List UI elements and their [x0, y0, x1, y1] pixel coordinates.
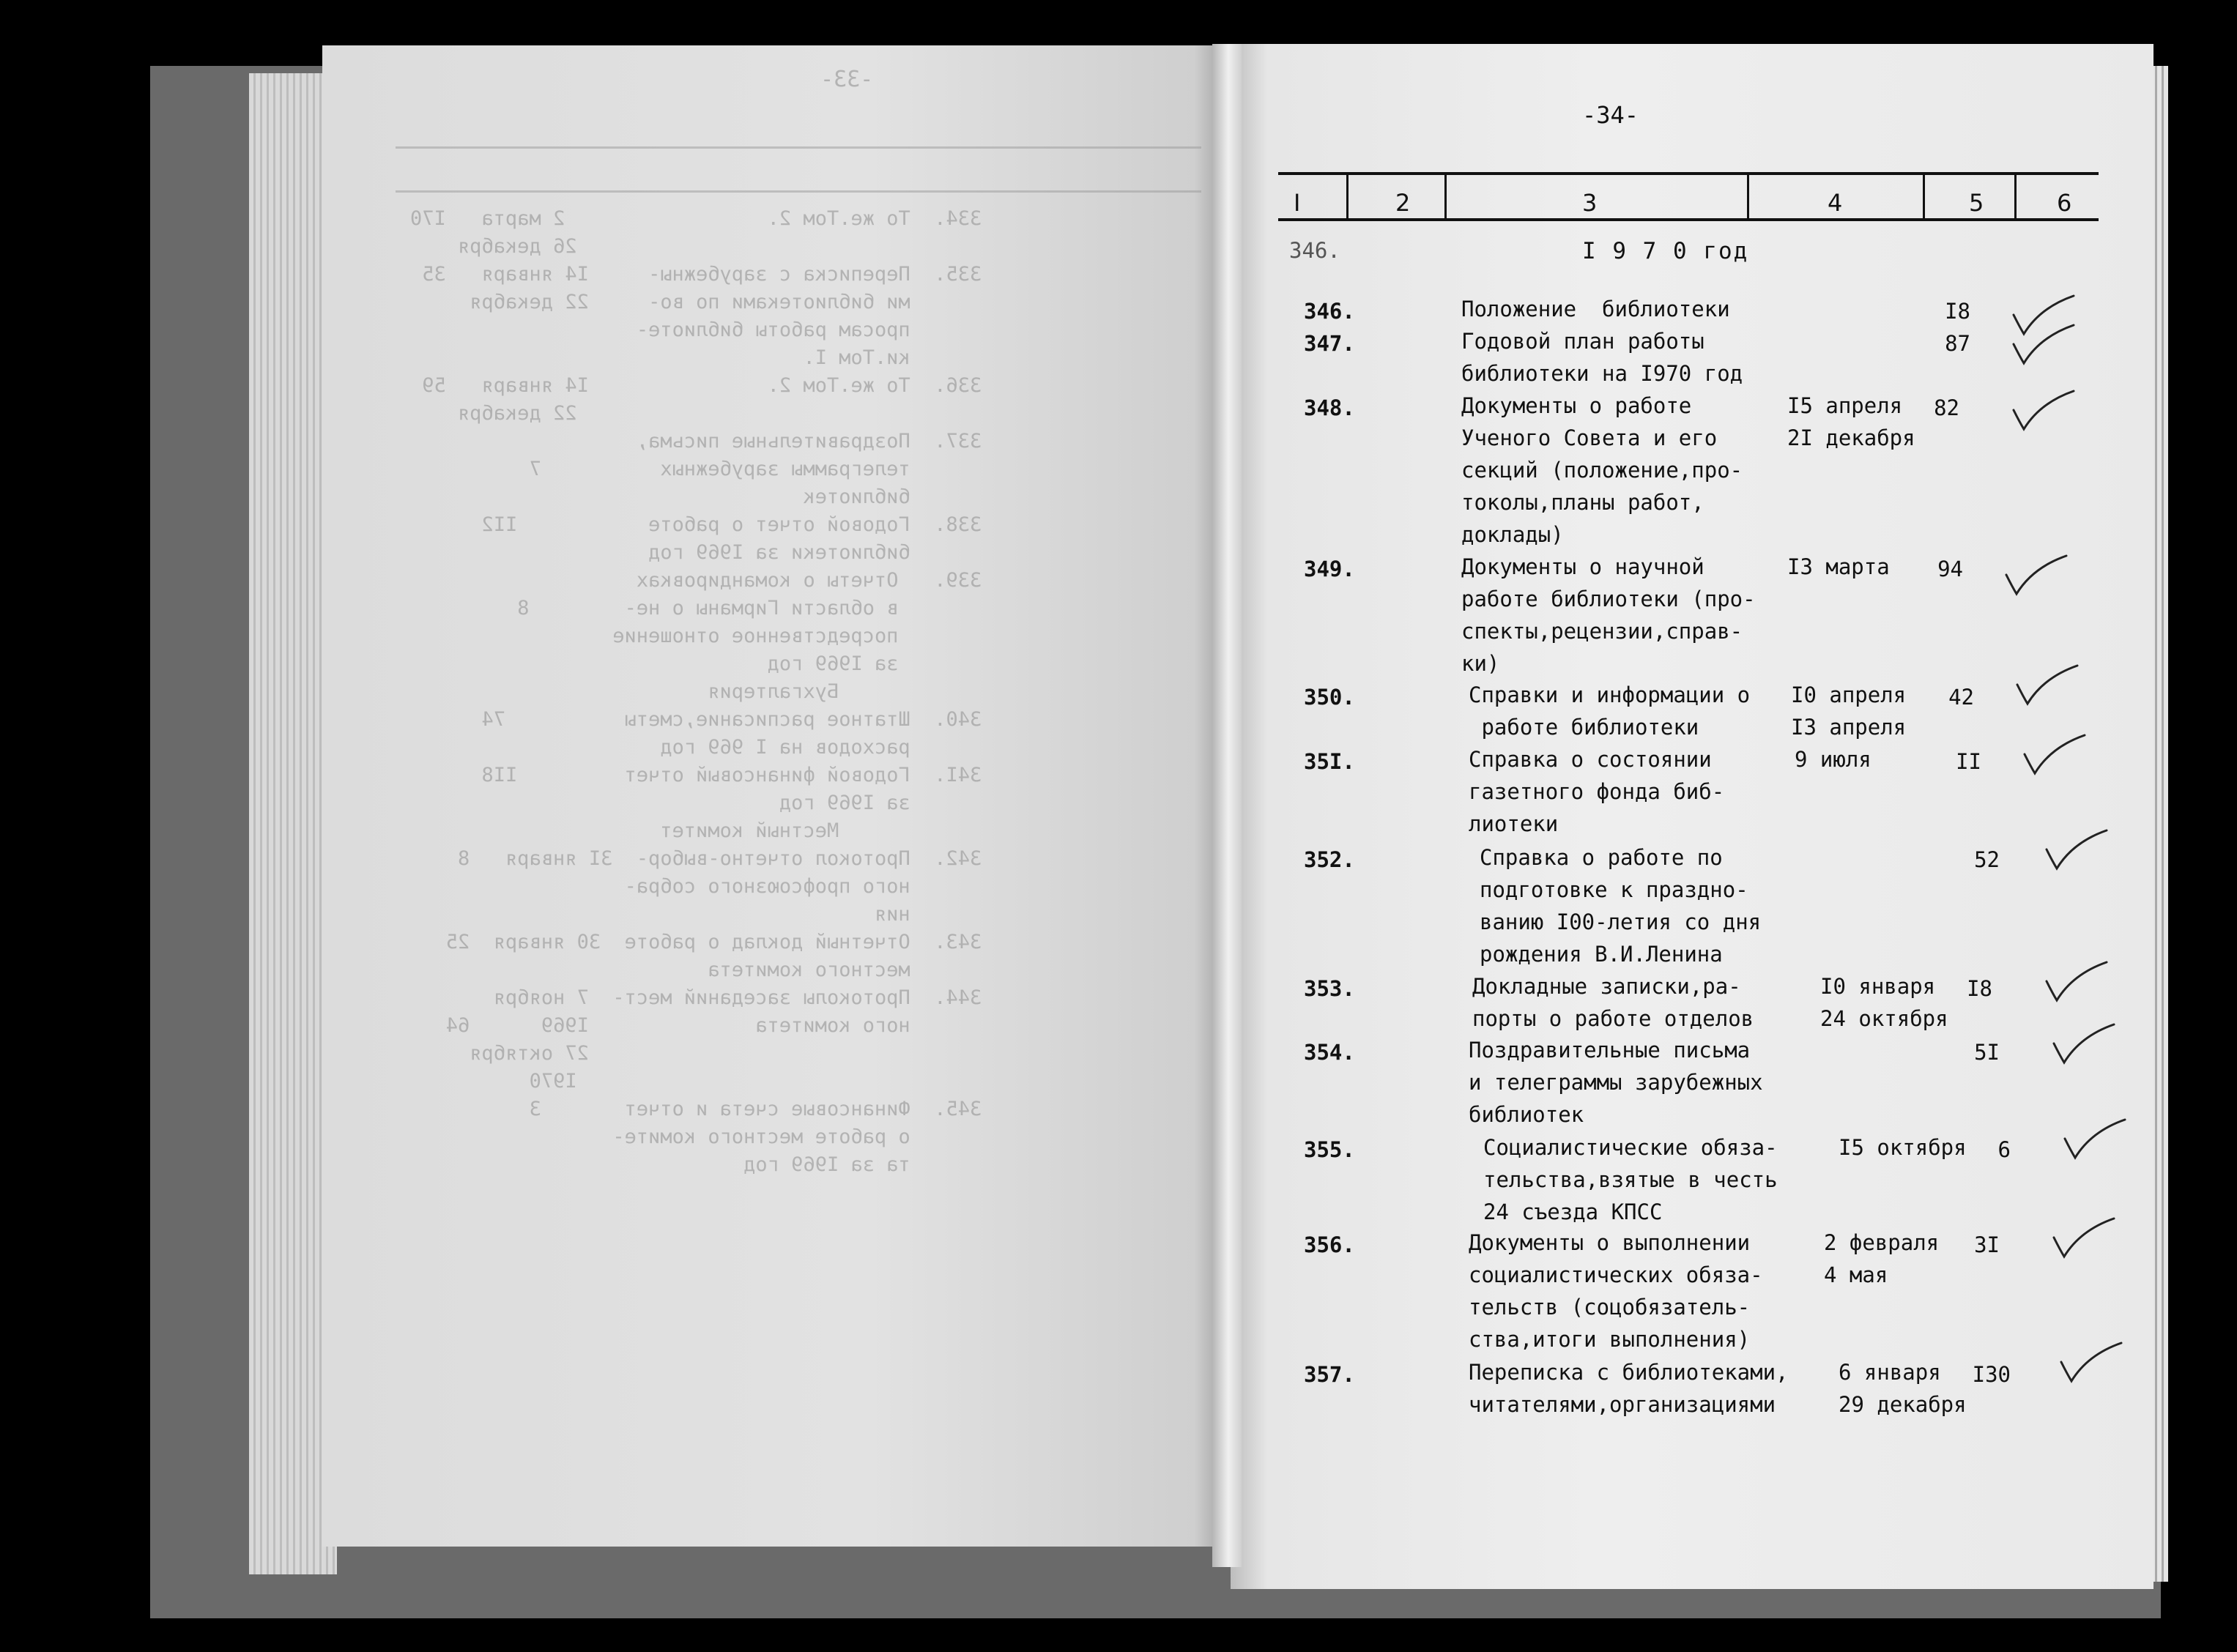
row-date: I0 января 24 октября	[1820, 974, 1948, 1031]
row-number: 346.	[1304, 299, 1355, 324]
row-date: 9 июля	[1795, 747, 1871, 772]
left-page-line: за I969 год	[767, 652, 982, 675]
column-header: 6	[2057, 189, 2072, 217]
table-top-rule	[1278, 172, 2099, 175]
row-sheet-count: 6	[1997, 1137, 2011, 1162]
row-number: 349.	[1304, 557, 1355, 581]
row-sheet-count: I30	[1972, 1362, 2011, 1387]
table-col-divider	[1747, 172, 1749, 220]
check-mark-icon	[2014, 663, 2080, 710]
column-header: 2	[1395, 189, 1411, 217]
row-date: I0 апреля I3 апреля	[1791, 682, 1907, 740]
left-page-line: 342. Протокол отчетно-выбор- 3I января 8	[458, 847, 982, 870]
left-page-line: 27 октября	[470, 1042, 982, 1065]
left-page-line: 336. То же.Том 2. I4 января 59	[422, 374, 982, 397]
left-page-line: 335. Переписка с зарубежны- I4 января 35	[422, 263, 982, 286]
check-mark-icon	[2062, 1117, 2128, 1164]
left-page-line: 344. Протоколы заседаний мест- 7 ноября	[493, 986, 982, 1009]
row-title: Справки и информации о работе библиотеки	[1469, 682, 1751, 740]
section-year-heading: I 9 7 0 год	[1582, 238, 1749, 264]
check-mark-icon	[2003, 553, 2069, 600]
row-title: Документы о работе Ученого Совета и его секций (положение,про- токолы,планы работ, доклады)	[1461, 393, 1743, 547]
left-page-line: Бухгалтерия	[708, 680, 982, 703]
left-page-line: библиотек	[803, 485, 982, 508]
row-sheet-count: 5I	[1974, 1040, 2000, 1065]
left-page-line: посредственное отношение	[612, 625, 982, 647]
row-title: Положение библиотеки	[1461, 297, 1730, 321]
table-col-divider	[1923, 172, 1925, 220]
row-sheet-count: II	[1956, 749, 1981, 774]
row-sheet-count: 87	[1945, 331, 1970, 356]
left-table-header-rule	[396, 190, 1201, 193]
check-mark-icon	[2051, 1022, 2117, 1068]
section-number: 346.	[1289, 238, 1340, 263]
check-mark-icon	[2011, 322, 2077, 369]
row-title: Документы о научной работе библиотеки (про- спекты,рецензии,справ- ки)	[1461, 554, 1756, 676]
left-page-line: 34I. Годовой финансовый отчет II8	[481, 764, 982, 786]
row-sheet-count: 82	[1934, 395, 1959, 420]
row-sheet-count: I8	[1967, 976, 1992, 1001]
row-title: Справка о состоянии газетного фонда биб- лиотеки	[1469, 747, 1725, 836]
left-page-line: 343. Отчетный доклад о работе 30 января 25	[445, 931, 982, 953]
left-page-line: ного профсоюзного собра-	[624, 875, 982, 898]
row-sheet-count: 3I	[1974, 1232, 2000, 1257]
left-page-line: 26 декабря	[458, 235, 982, 258]
left-page-line: 345. Финансовые счета и отчет 3	[529, 1098, 982, 1120]
row-date: 6 января 29 декабря	[1839, 1360, 1967, 1417]
row-title: Справка о работе по подготовке к праздно- ванию I00-летия со дня рождения В.И.Ленина	[1480, 845, 1762, 967]
check-mark-icon	[2058, 1340, 2124, 1387]
row-title: Переписка с библиотеками, читателями,организациями	[1469, 1360, 1789, 1417]
left-page-line: 339. Отчеты о командировках	[636, 569, 982, 592]
column-header: 4	[1828, 189, 1843, 217]
left-table-top-rule	[396, 146, 1201, 149]
left-page-line: расходов на I 969 год	[660, 736, 982, 759]
left-page-line: ного комитета I969 64	[445, 1014, 982, 1037]
row-number: 348.	[1304, 395, 1355, 420]
row-number: 347.	[1304, 331, 1355, 356]
column-header: I	[1294, 189, 1301, 217]
row-number: 353.	[1304, 976, 1355, 1001]
row-date: 2 февраля 4 мая	[1824, 1230, 1940, 1287]
check-mark-icon	[2011, 388, 2077, 435]
row-title: Годовой план работы библиотеки на I970 год	[1461, 329, 1743, 386]
left-page-line: Местный комитет	[660, 819, 982, 842]
table-col-divider	[1444, 172, 1447, 220]
check-mark-icon	[2022, 732, 2088, 779]
column-header: 3	[1582, 189, 1598, 217]
left-page-line: местного комитета	[708, 959, 982, 981]
row-number: 350.	[1304, 685, 1355, 710]
left-page-line: ми библиотеками по во- 22 декабря	[470, 291, 982, 313]
row-number: 357.	[1304, 1362, 1355, 1387]
left-page-line: в области Гирманы о не- 8	[517, 597, 982, 620]
left-page-line: 334. То же.Том 2. 2 марта I70	[410, 207, 982, 230]
check-mark-icon	[2051, 1216, 2117, 1262]
row-date: I5 апреля 2I декабря	[1787, 393, 1915, 450]
row-title: Докладные записки,ра- порты о работе отделов	[1472, 974, 1754, 1031]
row-title: Поздравительные письма и телеграммы зарубежных библиотек	[1469, 1038, 1763, 1127]
row-sheet-count: 52	[1974, 847, 2000, 872]
table-col-divider	[1346, 172, 1348, 220]
row-title: Социалистические обяза- тельства,взятые в честь 24 съезда КПСС	[1483, 1135, 1778, 1224]
left-page-line: 337. Поздравительные письма,	[636, 430, 982, 453]
row-sheet-count: I8	[1945, 299, 1970, 324]
row-sheet-count: 42	[1948, 685, 1974, 710]
row-title: Документы о выполнении социалистических обяза- тельств (соцобязатель- ства,итоги выполнения)	[1469, 1230, 1763, 1352]
book-gutter	[1212, 44, 1242, 1567]
column-header: 5	[1969, 189, 1984, 217]
table-header-rule	[1278, 218, 2099, 221]
row-number: 352.	[1304, 847, 1355, 872]
left-page-line: 340. Штатное расписание,сметы 74	[481, 708, 982, 731]
row-number: 355.	[1304, 1137, 1355, 1162]
page-number: -34-	[1582, 101, 1639, 129]
row-date: I5 октября	[1839, 1135, 1967, 1160]
left-page-line: I970	[529, 1070, 982, 1093]
check-mark-icon	[2044, 959, 2110, 1006]
left-page-line: та за I969 год	[743, 1153, 982, 1176]
left-page-line: за I969 год	[779, 792, 982, 814]
left-page-line: 22 декабря	[458, 402, 982, 425]
left-page-line: 338. Годовой отчет о работе II2	[481, 513, 982, 536]
left-page-line: телеграммы зарубежных 7	[529, 458, 982, 480]
left-page-line: о работе местного комите-	[612, 1125, 982, 1148]
row-sheet-count: 94	[1937, 557, 1963, 581]
left-page-line: просам работы библиоте-	[636, 319, 982, 341]
left-page-line: библиотеки за I969 год	[648, 541, 982, 564]
left-page-number: -33-	[820, 67, 874, 92]
row-date: I3 марта	[1787, 554, 1890, 579]
row-number: 354.	[1304, 1040, 1355, 1065]
row-number: 35I.	[1304, 749, 1355, 774]
table-col-divider	[2014, 172, 2017, 220]
row-number: 356.	[1304, 1232, 1355, 1257]
left-page-line: ки.Том I.	[803, 346, 982, 369]
left-page-line: ния	[874, 903, 982, 926]
left-page-lines	[410, 205, 982, 1179]
check-mark-icon	[2044, 827, 2110, 874]
